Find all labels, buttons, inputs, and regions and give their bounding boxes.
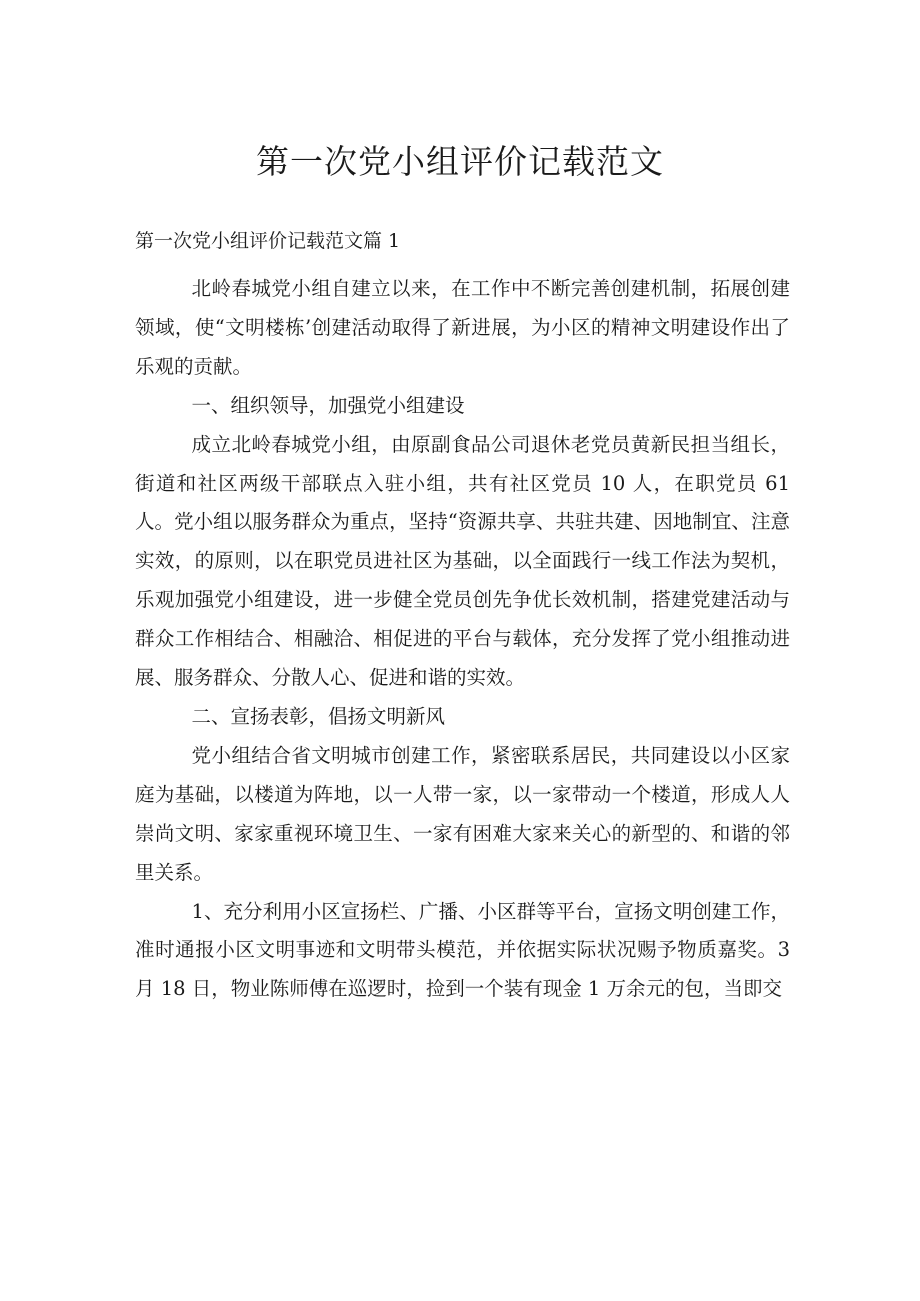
document-body: [135, 270, 790, 1009]
paragraph-section-1: 成立北岭春城党小组，由原副食品公司退休老党员黄新民担当组长，街道和社区两级干部联点入驻小组，共有社区党员 10 人，在职党员 61 人。党小组以服务群众为重点，坚持“资源共享、共驻共建、因地制宜、注意实效，的原则，以在职党员进社区为基础，以全面践行一线工作法为契机，乐观加强党小组建设，进一步健全党员创先争优长效机制，搭建党建活动与群众工作相结合、相融洽、相促进的平台与载体，充分发挥了党小组推动进展、服务群众、分散人心、促进和谐的实效。: [135, 432, 790, 690]
document-title: 第一次党小组评价记载范文: [256, 142, 664, 181]
paragraph-intro: 北岭春城党小组自建立以来，在工作中不断完善创建机制，拓展创建领域，使“文明楼栋’创建活动取得了新进展，为小区的精神文明建设作出了乐观的贡献。: [135, 277, 790, 378]
section-heading-2: 二、宣扬表彰，倡扬文明新风: [191, 704, 446, 728]
paragraph-section-2: 党小组结合省文明城市创建工作，紧密联系居民，共同建设以小区家庭为基础，以楼道为阵地，以一人带一家，以一家带动一个楼道，形成人人崇尚文明、家家重视环境卫生、一家有困难大家来关心的新型的、和谐的邻里关系。: [135, 743, 790, 884]
paragraph-item-1: 1、充分利用小区宣扬栏、广播、小区群等平台，宣扬文明创建工作，准时通报小区文明事迹和文明带头模范，并依据实际状况赐予物质嘉奖。3 月 18 日，物业陈师傅在巡逻时，捡到一个装有现金 1 万余元的包，当即交: [135, 899, 790, 1001]
document-subtitle: 第一次党小组评价记载范文篇 1: [135, 230, 401, 252]
section-heading-1: 一、组织领导，加强党小组建设: [191, 393, 465, 417]
